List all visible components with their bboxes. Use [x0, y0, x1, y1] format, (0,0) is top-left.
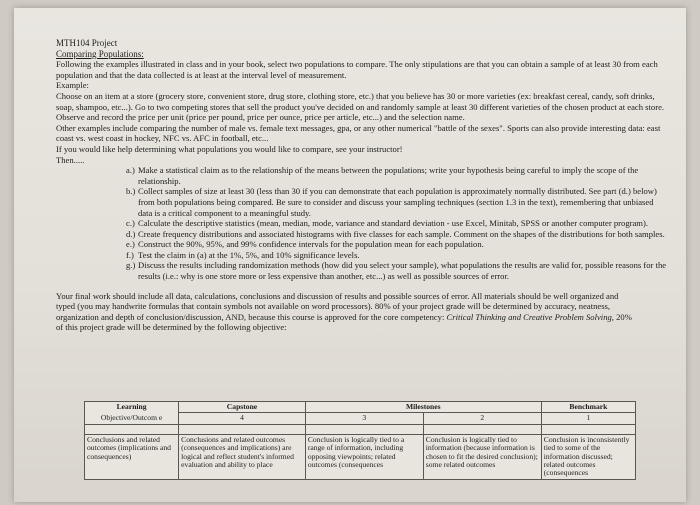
- task-marker: c.): [126, 218, 135, 229]
- task-marker: e.): [126, 239, 135, 250]
- level-3: 3: [305, 413, 423, 424]
- document-content: [56, 38, 668, 333]
- task-marker: g.): [126, 260, 136, 271]
- level-2: 2: [423, 413, 541, 424]
- core-competency: Critical Thinking and Creative Problem Solving,: [446, 311, 614, 322]
- level-1: 1: [541, 413, 635, 424]
- task-text: Calculate the descriptive statistics (mean, median, mode, variance and standard deviation - use Excel, Minitab, SPSS or another computer program).: [138, 218, 648, 229]
- rubric-cell-capstone: Conclusions and related outcomes (consequences and implications) are logical and reflect student's informed evaluation and ability to place: [179, 434, 306, 479]
- task-item: [126, 250, 668, 261]
- example-paragraph-3: If you would like help determining what populations you would like to compare, see your instructor!: [56, 143, 403, 154]
- document-page: [14, 8, 686, 502]
- task-text: Test the claim in (a) at the 1%, 5%, and 10% significance levels.: [138, 249, 360, 260]
- task-item: [126, 229, 668, 240]
- intro-paragraph: Following the examples illustrated in class and in your book, select two populations to compare. The only stipulations are that you can obtain a sample of at least 30 from each population and that the data collected is at least at the interval level of measurement.: [56, 59, 658, 80]
- example-paragraph-2: Other examples include comparing the number of male vs. female text messages, gpa, or any other numerical "battle of the sexes". Sports can also provide interesting data: east coast vs. west coast in hockey, NFC vs. AFC in football, etc...: [56, 122, 661, 144]
- task-item: [126, 186, 668, 218]
- task-item: [126, 165, 668, 186]
- blank-cell: [423, 424, 541, 434]
- task-marker: b.): [126, 186, 136, 197]
- rubric-level-row: [85, 413, 636, 424]
- course-code: MTH104 Project: [56, 38, 118, 48]
- project-title: Comparing Populations:: [56, 48, 144, 59]
- rubric-table: [84, 401, 636, 480]
- blank-cell: [305, 424, 423, 434]
- rubric-blank-row: [85, 424, 636, 434]
- milestones-header: Milestones: [305, 402, 541, 413]
- task-text: Make a statistical claim as to the relationship of the means between the populations; write your hypothesis being careful to imply the scope of the relationship.: [138, 165, 639, 186]
- rubric-row-label: Conclusions and related outcomes (implications and consequences): [85, 434, 179, 479]
- final-text: Your final work should include all data, calculations, conclusions and discussion of results and possible sources of error. All materials should be well organized and typed (you may handwrite formulas that contain symbols not available on word processors). 80% of your project grade will be determined by accuracy, neatness, organization and depth of conclusion/discussion, AND, because this course is approved for the core competency:: [56, 290, 619, 322]
- then-label: Then.....: [56, 154, 85, 165]
- rubric-cell-milestone-2: Conclusion is logically tied to information (because information is chosen to fit the desired conclusion); some related outcomes: [423, 434, 541, 479]
- task-text: Construct the 90%, 95%, and 99% confidence intervals for the population mean for each population.: [138, 239, 484, 250]
- blank-cell: [85, 424, 179, 434]
- rubric-row-conclusions: [85, 434, 636, 479]
- task-text: Discuss the results including randomization methods (how did you select your sample), what populations the results are valid for, possible reasons for the results (i.e.: why is one store more or less expensive than another, etc...) as well as possible sources of error.: [138, 260, 667, 282]
- objective-header: Objective/Outcom e: [85, 413, 179, 424]
- benchmark-header: Benchmark: [541, 402, 635, 413]
- level-4: 4: [179, 413, 306, 424]
- final-rest: 20% of this project grade will be determined by the following objective:: [56, 311, 632, 333]
- task-item: [126, 239, 668, 250]
- task-marker: f.): [126, 249, 134, 260]
- spacer: [56, 282, 668, 291]
- example-label: Example:: [56, 80, 89, 91]
- blank-cell: [179, 424, 306, 434]
- blank-cell: [541, 424, 635, 434]
- learning-header: Learning: [85, 402, 179, 413]
- task-item: [126, 260, 668, 281]
- final-work-paragraph: [56, 291, 636, 333]
- task-text: Collect samples of size at least 30 (less than 30 if you can demonstrate that each population is approximately normally distributed. See part (d.) below) from both populations being compared. Be sure to consider and discuss your sampling techniques (section 1.3 in the text), remembering that unbiased data is a critical component to a meaningful study.: [138, 186, 657, 218]
- capstone-header: Capstone: [179, 402, 306, 413]
- task-item: [126, 218, 668, 229]
- task-text: Create frequency distributions and associated histograms with five classes for each sample. Comment on the shapes of the distributions for both samples.: [138, 228, 665, 239]
- rubric-cell-benchmark: Conclusion is inconsistently tied to some of the information discussed; related outcomes (consequences: [541, 434, 635, 479]
- rubric-cell-milestone-3: Conclusion is logically tied to a range of information, including opposing viewpoints; related outcomes (consequences: [305, 434, 423, 479]
- rubric-header-row: [85, 402, 636, 413]
- task-list: [56, 165, 668, 282]
- task-marker: d.): [126, 228, 136, 239]
- task-marker: a.): [126, 165, 135, 176]
- example-paragraph-1: Choose on an item at a store (grocery store, convenient store, drug store, clothing store, etc.) that you believe has 30 or more varieties (ex: breakfast cereal, candy, soft drinks, soap, shampoo, etc...). Go to two competing stores that sell the product you've decided on and randomly sample at least 30 different varieties of the chosen product at each store. Observe and record the price per unit (price per pound, price per ounce, price per article, etc...) and the selection name.: [56, 90, 665, 123]
